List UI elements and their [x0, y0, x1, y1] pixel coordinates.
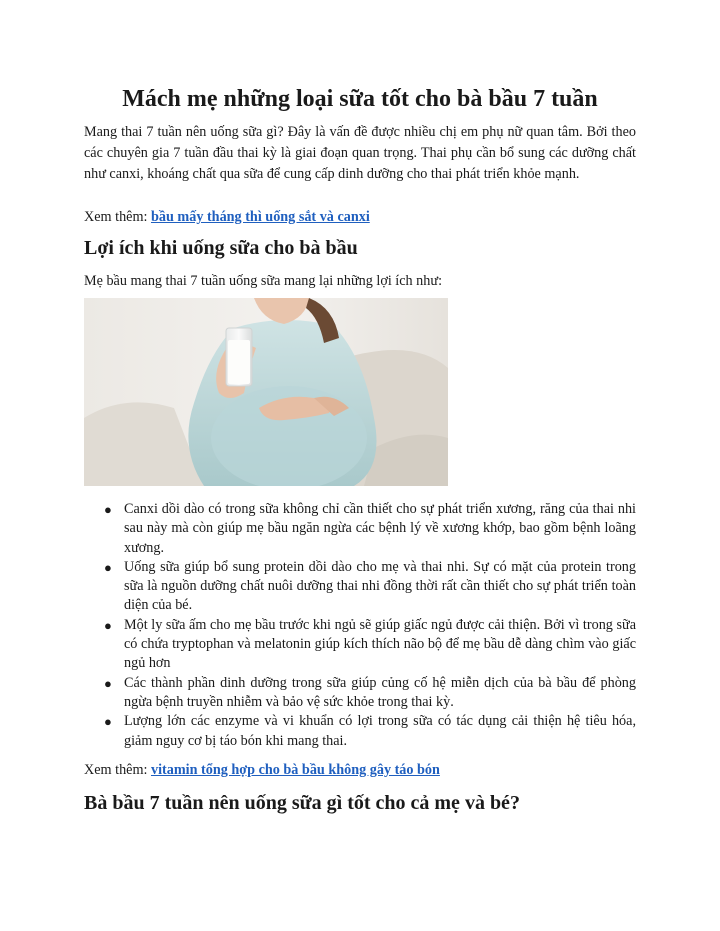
- list-item-text: Một ly sữa ấm cho mẹ bầu trước khi ngủ sẽ giúp giấc ngủ được cải thiện. Bởi vì trong sữa có chứa tryptophan và melatonin giúp kích thích não bộ để mẹ bầu dễ dàng chìm vào giấc ngủ hơn: [124, 616, 636, 672]
- see-more-1-prefix: Xem thêm:: [84, 209, 151, 225]
- list-item-text: Uống sữa giúp bổ sung protein dồi dào cho mẹ và thai nhi. Sự có mặt của protein trong sữa là nguồn dưỡng chất nuôi dưỡng thai nhi đồng thời rất cần thiết cho sự phát triển toàn diện của bé.: [124, 558, 636, 614]
- see-more-2: [84, 760, 636, 781]
- pregnant-woman-drinking-milk-photo: [84, 298, 448, 486]
- list-item-text: Canxi dồi dào có trong sữa không chỉ cần thiết cho sự phát triển xương, răng của thai nhi sau này mà còn giúp mẹ bầu ngăn ngừa các bệnh lý về xương khớp, bao gồm bệnh loãng xương.: [124, 501, 636, 556]
- section-2-heading: Bà bầu 7 tuần nên uống sữa gì tốt cho cả mẹ và bé?: [84, 792, 520, 814]
- list-item-text: Các thành phần dinh dưỡng trong sữa giúp củng cố hệ miễn dịch của bà bầu để phòng ngừa bệnh truyền nhiễm và bảo vệ sức khỏe trong thai kỳ.: [124, 674, 636, 710]
- bullet-icon: ●: [104, 675, 112, 691]
- benefits-list: [84, 500, 636, 751]
- see-more-2-prefix: Xem thêm:: [84, 762, 151, 778]
- bullet-icon: ●: [104, 714, 112, 730]
- section-1-lead: Mẹ bầu mang thai 7 tuần uống sữa mang lại những lợi ích như:: [84, 273, 443, 289]
- see-more-1-link[interactable]: bầu mấy tháng thì uống sắt và canxi: [150, 209, 370, 225]
- see-more-2-link[interactable]: vitamin tổng hợp cho bà bầu không gây táo bón: [150, 762, 440, 778]
- section-1-heading: Lợi ích khi uống sữa cho bà bầu: [84, 237, 358, 259]
- bullet-icon: ●: [104, 617, 112, 633]
- list-item-text: Lượng lớn các enzyme và vi khuẩn có lợi trong sữa có tác dụng cải thiện hệ tiêu hóa, giảm nguy cơ bị táo bón khi mang thai.: [124, 713, 636, 749]
- intro-paragraph: Mang thai 7 tuần nên uống sữa gì? Đây là vấn đề được nhiều chị em phụ nữ quan tâm. Bởi theo các chuyên gia 7 tuần đầu thai kỳ là giai đoạn quan trọng. Thai phụ cần bổ sung các dưỡng chất như canxi, khoáng chất qua sữa để cung cấp dinh dưỡng cho thai phát triển khỏe mạnh.: [84, 124, 636, 182]
- see-more-1: [84, 207, 636, 228]
- list-item: [84, 500, 636, 558]
- bullet-icon: ●: [104, 502, 112, 517]
- bullet-icon: ●: [104, 559, 112, 575]
- list-item: [84, 616, 636, 674]
- list-item: [84, 558, 636, 616]
- page-title: Mách mẹ những loại sữa tốt cho bà bầu 7 tuần: [122, 86, 598, 112]
- list-item: [84, 674, 636, 713]
- list-item: [84, 712, 636, 751]
